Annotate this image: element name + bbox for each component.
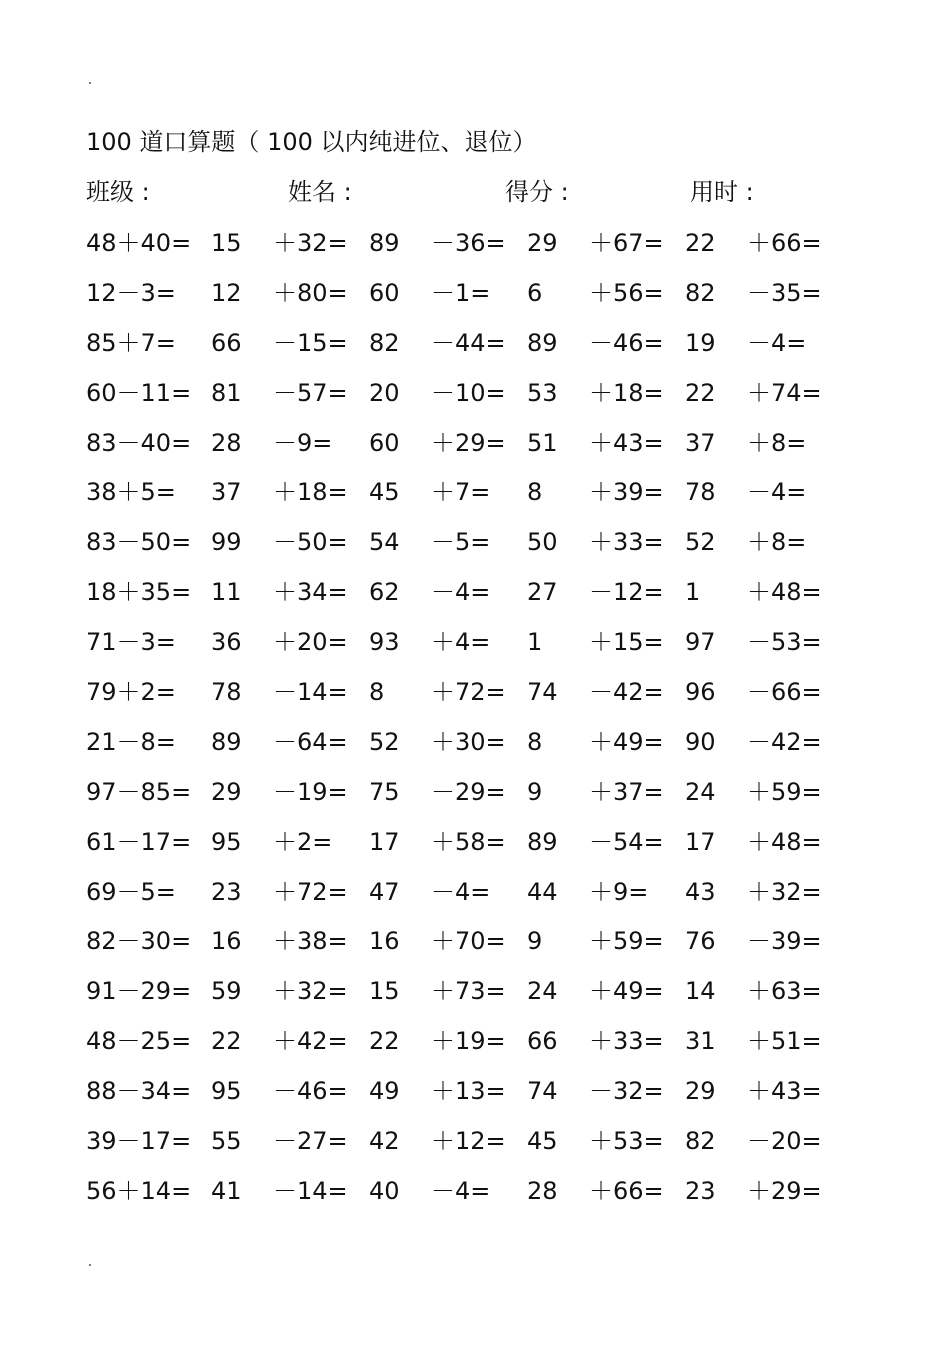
problem-text: ＋73= — [431, 977, 506, 1006]
problem-text: 18＋35= — [86, 578, 192, 607]
problem-text: ＋13= — [431, 1077, 506, 1106]
problem-text: ＋2= — [273, 827, 333, 856]
problem-text: －4= — [431, 877, 491, 906]
problem-text: ＋34= — [273, 578, 348, 607]
problem-text: －19= — [273, 777, 348, 806]
problem-text: ＋8= — [747, 528, 807, 557]
problem-text: 15 — [369, 977, 400, 1006]
problem-text: ＋30= — [431, 727, 506, 756]
problem-row — [0, 425, 950, 475]
problem-text: 24 — [685, 777, 716, 806]
time-label: 用时 : — [690, 178, 754, 206]
problem-row — [0, 1073, 950, 1123]
problem-text: －20= — [747, 1127, 822, 1156]
page-marker-dot-top — [89, 82, 91, 84]
problem-row — [0, 774, 950, 824]
problem-text: －14= — [273, 678, 348, 707]
problem-text: 82 — [685, 1127, 716, 1156]
problem-text: 54 — [369, 528, 400, 557]
problem-text: 22 — [685, 229, 716, 257]
score-label: 得分 : — [505, 178, 569, 206]
problem-text: ＋66= — [747, 229, 822, 257]
problem-text: －42= — [589, 678, 664, 707]
problem-row — [0, 973, 950, 1023]
problem-text: 99 — [211, 528, 242, 557]
problem-text: ＋12= — [431, 1127, 506, 1156]
problem-text: 97 — [685, 628, 716, 657]
problem-row — [0, 724, 950, 774]
problem-text: 47 — [369, 877, 400, 906]
problem-text: 21－8= — [86, 727, 176, 756]
problem-text: ＋59= — [589, 927, 664, 956]
problem-text: －54= — [589, 827, 664, 856]
problem-row — [0, 325, 950, 375]
problem-text: 51 — [527, 428, 558, 457]
problem-text: ＋51= — [747, 1027, 822, 1056]
problem-text: 52 — [685, 528, 716, 557]
problem-text: 20 — [369, 378, 400, 407]
problem-row — [0, 275, 950, 325]
problem-text: ＋8= — [747, 428, 807, 457]
problem-text: －66= — [747, 678, 822, 707]
problem-text: －4= — [747, 478, 807, 507]
problem-text: ＋53= — [589, 1127, 664, 1156]
problem-text: 74 — [527, 678, 558, 707]
problem-text: ＋15= — [589, 628, 664, 657]
problem-text: 78 — [211, 678, 242, 707]
problem-text: ＋29= — [431, 428, 506, 457]
problem-text: 22 — [211, 1027, 242, 1056]
problem-text: ＋58= — [431, 827, 506, 856]
problem-text: 88－34= — [86, 1077, 192, 1106]
problem-text: 74 — [527, 1077, 558, 1106]
problem-text: 59 — [211, 977, 242, 1006]
problem-text: 16 — [211, 927, 242, 956]
problem-text: 89 — [527, 328, 558, 357]
problem-text: 12－3= — [86, 278, 176, 307]
problem-text: 96 — [685, 678, 716, 707]
problem-text: 1 — [685, 578, 701, 607]
problem-text: ＋67= — [589, 229, 664, 257]
problem-text: 45 — [369, 478, 400, 507]
problem-text: ＋74= — [747, 378, 822, 407]
class-label: 班级 : — [86, 178, 150, 206]
problem-text: ＋43= — [747, 1077, 822, 1106]
problem-row — [0, 674, 950, 724]
problem-text: 8 — [527, 478, 543, 507]
problem-text: 17 — [369, 827, 400, 856]
problem-text: 28 — [211, 428, 242, 457]
problem-text: ＋49= — [589, 727, 664, 756]
problem-text: ＋63= — [747, 977, 822, 1006]
problem-text: 50 — [527, 528, 558, 557]
problem-text: ＋7= — [431, 478, 491, 507]
problem-text: －35= — [747, 278, 822, 307]
problem-text: 82－30= — [86, 927, 192, 956]
problem-text: 29 — [685, 1077, 716, 1106]
problem-text: ＋33= — [589, 528, 664, 557]
problem-text: 6 — [527, 278, 543, 307]
problem-text: －29= — [431, 777, 506, 806]
problem-text: 83－40= — [86, 428, 192, 457]
problem-text: －27= — [273, 1127, 348, 1156]
problem-text: 55 — [211, 1127, 242, 1156]
problem-text: 8 — [527, 727, 543, 756]
problem-text: 82 — [369, 328, 400, 357]
problem-text: 9 — [527, 927, 543, 956]
problem-row — [0, 574, 950, 624]
problem-text: －12= — [589, 578, 664, 607]
problem-text: 62 — [369, 578, 400, 607]
problem-text: －46= — [273, 1077, 348, 1106]
problem-text: 31 — [685, 1027, 716, 1056]
problem-text: －42= — [747, 727, 822, 756]
problem-text: 93 — [369, 628, 400, 657]
page-marker-dot-bottom — [89, 1264, 91, 1266]
problem-text: ＋66= — [589, 1176, 664, 1205]
problem-text: 1 — [527, 628, 543, 657]
problem-text: 38＋5= — [86, 478, 176, 507]
problem-text: 9 — [527, 777, 543, 806]
problem-text: 44 — [527, 877, 558, 906]
problem-text: 19 — [685, 328, 716, 357]
problem-row — [0, 824, 950, 874]
problem-text: 79＋2= — [86, 678, 176, 707]
problem-text: －50= — [273, 528, 348, 557]
problem-text: 95 — [211, 1077, 242, 1106]
problem-text: ＋32= — [273, 977, 348, 1006]
problem-text: 60－11= — [86, 378, 192, 407]
problem-text: ＋18= — [273, 478, 348, 507]
problem-text: 40 — [369, 1176, 400, 1205]
problem-text: 37 — [685, 428, 716, 457]
problem-text: 95 — [211, 827, 242, 856]
problem-text: －39= — [747, 927, 822, 956]
problem-text: 11 — [211, 578, 242, 607]
problem-grid — [0, 225, 950, 1223]
problem-text: 66 — [211, 328, 242, 357]
problem-text: 52 — [369, 727, 400, 756]
problem-text: ＋4= — [431, 628, 491, 657]
problem-text: 42 — [369, 1127, 400, 1156]
problem-text: 82 — [685, 278, 716, 307]
problem-text: ＋18= — [589, 378, 664, 407]
problem-text: 28 — [527, 1176, 558, 1205]
problem-text: ＋70= — [431, 927, 506, 956]
problem-text: ＋39= — [589, 478, 664, 507]
problem-text: 23 — [685, 1176, 716, 1205]
problem-text: ＋59= — [747, 777, 822, 806]
problem-text: ＋33= — [589, 1027, 664, 1056]
problem-text: －4= — [747, 328, 807, 357]
problem-text: ＋80= — [273, 278, 348, 307]
problem-text: －64= — [273, 727, 348, 756]
problem-text: 69－5= — [86, 877, 176, 906]
problem-text: －14= — [273, 1176, 348, 1205]
problem-text: －4= — [431, 578, 491, 607]
problem-text: 66 — [527, 1027, 558, 1056]
problem-text: －4= — [431, 1176, 491, 1205]
problem-text: －53= — [747, 628, 822, 657]
problem-text: 22 — [369, 1027, 400, 1056]
problem-text: 61－17= — [86, 827, 192, 856]
problem-text: 75 — [369, 777, 400, 806]
problem-text: 78 — [685, 478, 716, 507]
problem-text: 16 — [369, 927, 400, 956]
problem-text: ＋72= — [431, 678, 506, 707]
problem-text: －57= — [273, 378, 348, 407]
problem-row — [0, 923, 950, 973]
problem-text: －10= — [431, 378, 506, 407]
problem-text: ＋32= — [273, 229, 348, 257]
problem-text: ＋43= — [589, 428, 664, 457]
problem-text: －46= — [589, 328, 664, 357]
problem-text: 45 — [527, 1127, 558, 1156]
problem-text: 48＋40= — [86, 229, 192, 257]
problem-text: 41 — [211, 1176, 242, 1205]
problem-text: ＋19= — [431, 1027, 506, 1056]
problem-text: 37 — [211, 478, 242, 507]
problem-text: 89 — [369, 229, 400, 257]
problem-row — [0, 474, 950, 524]
problem-text: 43 — [685, 877, 716, 906]
problem-text: －32= — [589, 1077, 664, 1106]
problem-text: 56＋14= — [86, 1176, 192, 1205]
problem-text: ＋9= — [589, 877, 649, 906]
problem-row — [0, 375, 950, 425]
problem-text: 48－25= — [86, 1027, 192, 1056]
problem-text: 49 — [369, 1077, 400, 1106]
problem-text: ＋29= — [747, 1176, 822, 1205]
problem-text: ＋37= — [589, 777, 664, 806]
problem-row — [0, 524, 950, 574]
problem-text: －1= — [431, 278, 491, 307]
problem-text: 97－85= — [86, 777, 192, 806]
problem-text: 39－17= — [86, 1127, 192, 1156]
problem-text: 89 — [527, 827, 558, 856]
problem-text: 90 — [685, 727, 716, 756]
problem-text: 17 — [685, 827, 716, 856]
problem-text: ＋32= — [747, 877, 822, 906]
problem-text: ＋72= — [273, 877, 348, 906]
problem-text: －44= — [431, 328, 506, 357]
problem-text: 60 — [369, 278, 400, 307]
problem-row — [0, 624, 950, 674]
problem-row — [0, 1023, 950, 1073]
problem-text: 71－3= — [86, 628, 176, 657]
problem-text: 27 — [527, 578, 558, 607]
problem-text: 89 — [211, 727, 242, 756]
problem-text: 14 — [685, 977, 716, 1006]
problem-text: ＋20= — [273, 628, 348, 657]
problem-text: 81 — [211, 378, 242, 407]
problem-text: 83－50= — [86, 528, 192, 557]
problem-text: ＋42= — [273, 1027, 348, 1056]
name-label: 姓名 : — [288, 178, 352, 206]
problem-row — [0, 1173, 950, 1223]
problem-text: 53 — [527, 378, 558, 407]
problem-text: 8 — [369, 678, 385, 707]
problem-text: 22 — [685, 378, 716, 407]
page-title: 100 道口算题（ 100 以内纯进位、退位） — [86, 128, 537, 156]
problem-text: 29 — [527, 229, 558, 257]
problem-text: ＋38= — [273, 927, 348, 956]
student-info-header — [0, 174, 950, 210]
problem-row — [0, 874, 950, 924]
problem-text: 23 — [211, 877, 242, 906]
problem-text: ＋49= — [589, 977, 664, 1006]
problem-row — [0, 1123, 950, 1173]
problem-row — [0, 225, 950, 275]
problem-text: －5= — [431, 528, 491, 557]
problem-text: 29 — [211, 777, 242, 806]
problem-text: －36= — [431, 229, 506, 257]
problem-text: －15= — [273, 328, 348, 357]
problem-text: －9= — [273, 428, 333, 457]
problem-text: 24 — [527, 977, 558, 1006]
problem-text: 15 — [211, 229, 242, 257]
problem-text: ＋48= — [747, 827, 822, 856]
problem-text: ＋48= — [747, 578, 822, 607]
problem-text: 12 — [211, 278, 242, 307]
problem-text: ＋56= — [589, 278, 664, 307]
problem-text: 60 — [369, 428, 400, 457]
problem-text: 85＋7= — [86, 328, 176, 357]
problem-text: 76 — [685, 927, 716, 956]
problem-text: 91－29= — [86, 977, 192, 1006]
problem-text: 36 — [211, 628, 242, 657]
